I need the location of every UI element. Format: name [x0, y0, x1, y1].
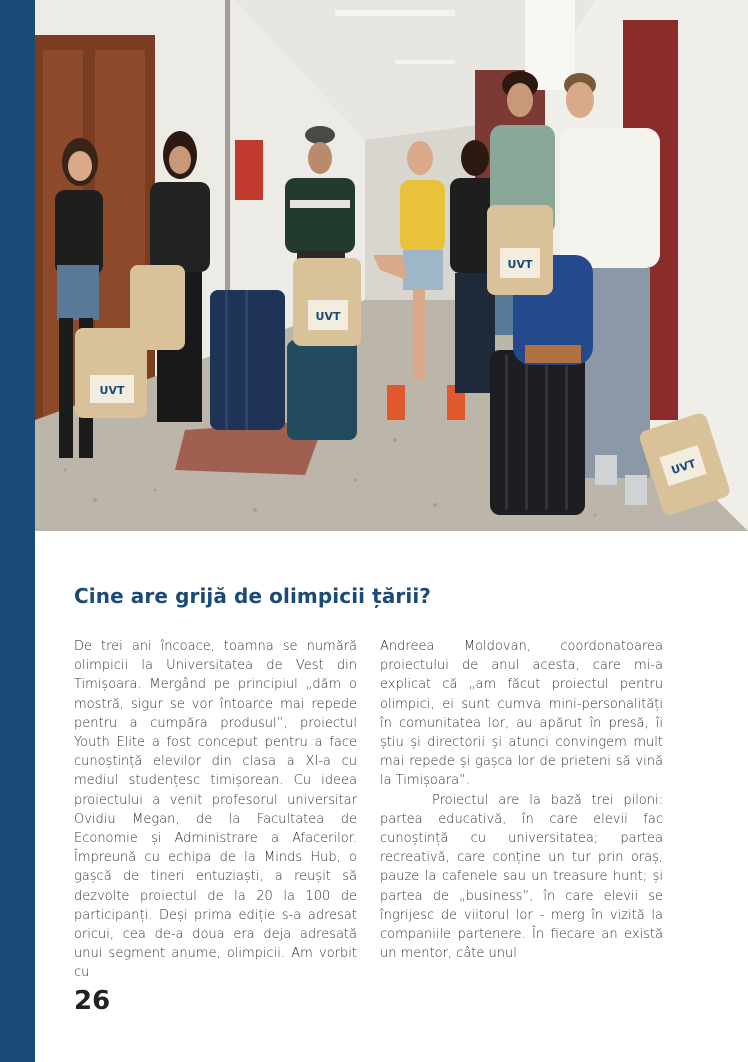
article-column-left	[74, 637, 357, 983]
bag-logo: UVT	[315, 310, 341, 323]
page-number: 26	[74, 986, 111, 1016]
side-accent-bar	[0, 0, 35, 1062]
article-title: Cine are grijă de olimpicii țării?	[74, 584, 432, 608]
article-paragraph: Andreea Moldovan, coordonatoarea proiectului de anul acesta, care mi-a explicat că „am făcut proiectul pentru olimpici, ei sunt cumva mini-personalități în comunitatea lor, au apărut în presă, îi știu și directorii și atunci convingem mult mai repede și gașca lor de prieteni să vină la Timișoara”.	[380, 639, 663, 789]
article-paragraph: De trei ani încoace, toamna se numără olimpicii la Universitatea de Vest din Timișoara. Mergând pe principiul „dăm o mostră, sigur se vor întoarce mai repede pentru a cumpăra produsul”, proiectul Youth Elite a fost conceput pentru a face cunoștință elevilor din clasa a XI-a cu mediul studențesc timișorean. Cu ideea proiectului a venit profesorul universitar Ovidiu Megan, de la Facultatea de Economie și Administrare a Afacerilor. Împreună cu echipa de la Minds Hub, o gașcă de tineri entuziaști, a reușit să dezvolte proiectul de la 20 la 100 de participanți. Deși prima ediție s-a adresat oricui, cea de-a doua era deja adresată unui segment anume, olimpicii. Am vorbit cu	[74, 639, 357, 981]
bag-logo: UVT	[507, 258, 533, 271]
bag-logo: UVT	[669, 457, 698, 478]
group-photo	[35, 0, 748, 531]
article-column-right	[380, 637, 663, 963]
bag-logo: UVT	[99, 384, 125, 397]
article-paragraph: Proiectul are la bază trei piloni: partea educativă, în care elevii fac cunoștință cu universitatea; partea recreativă, care conține un tur prin oraș, pauze la cafenele sau un treasure hunt; și partea de „business”, în care elevii se îngrijesc de viitorul lor - merg în vizită la companiile partenere. În fiecare an există un mentor, câte unul	[380, 792, 663, 962]
